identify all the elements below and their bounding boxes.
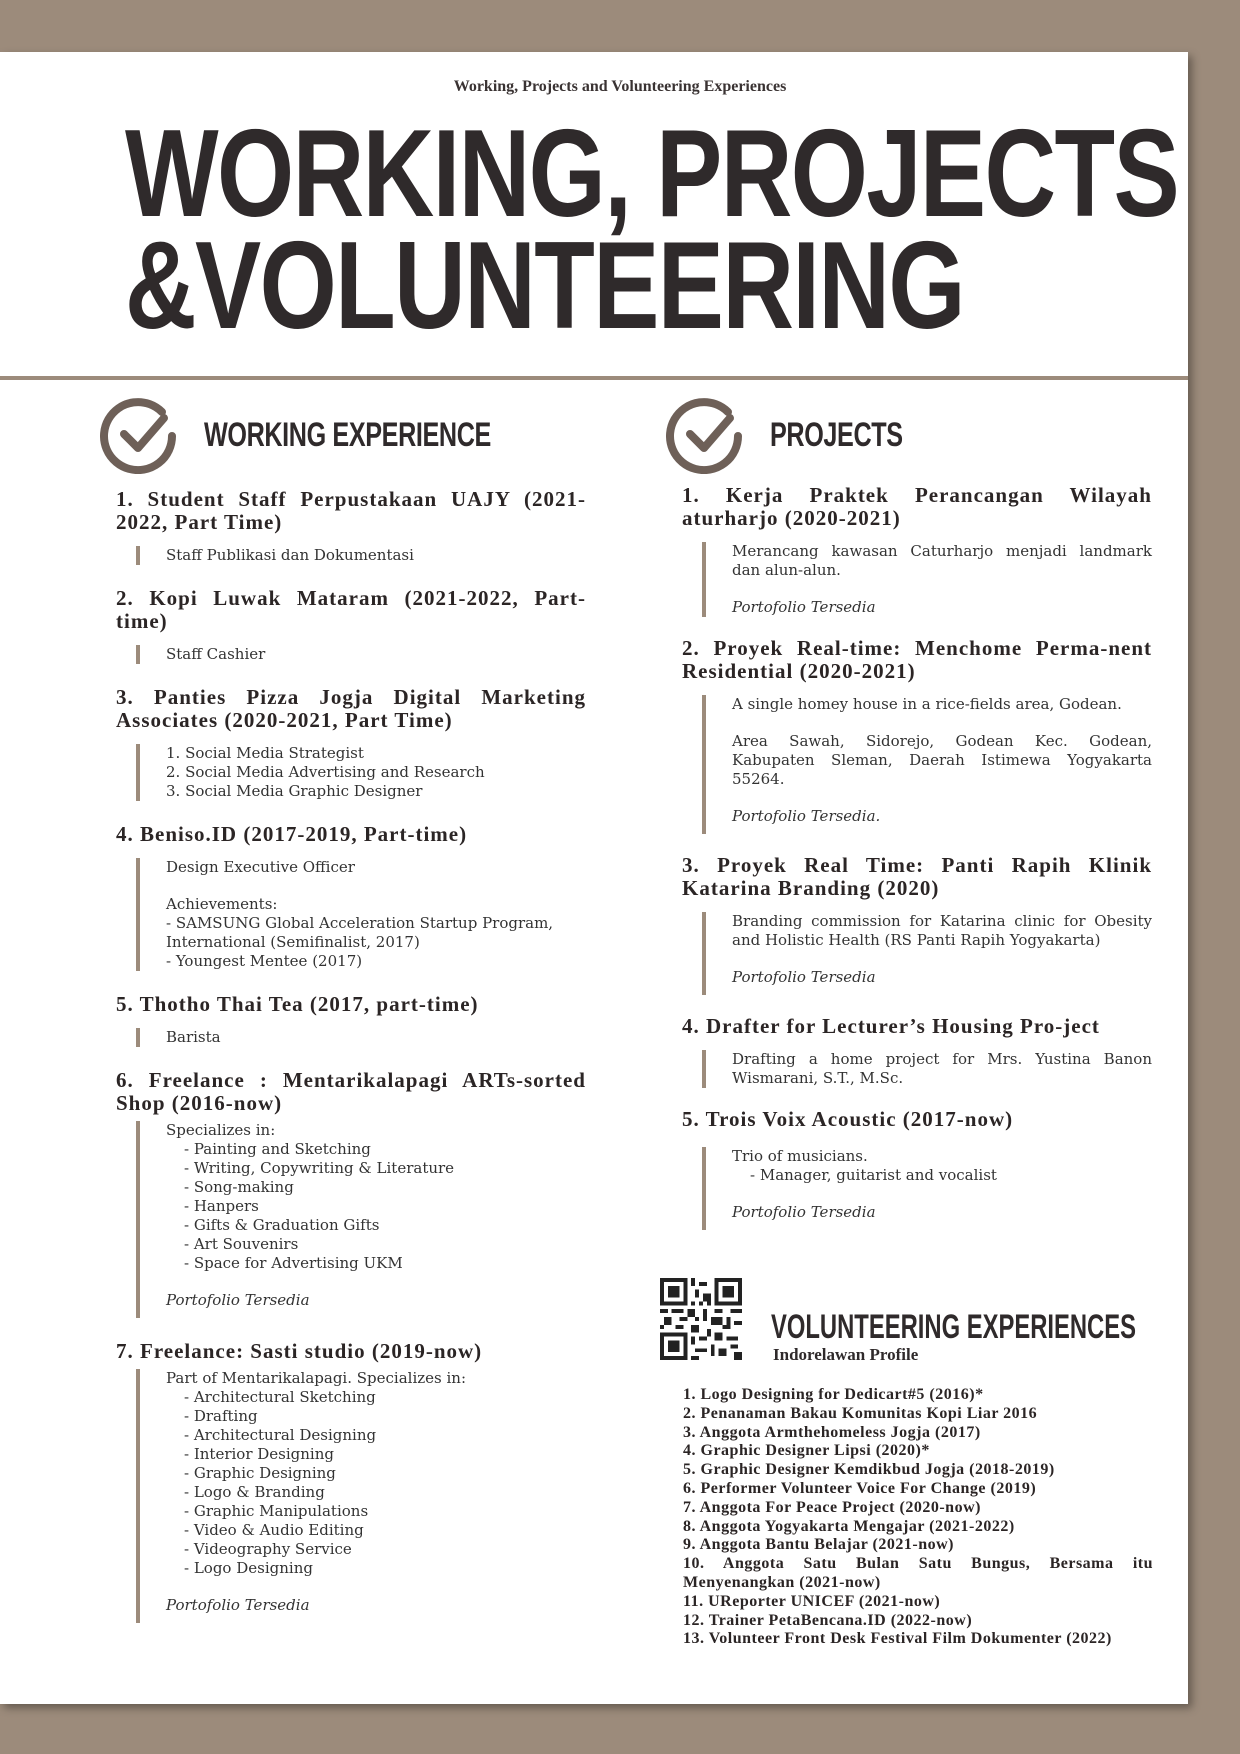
work-entry xyxy=(116,1340,586,1623)
work-entry-title: 4. Beniso.ID (2017-2019, Part-time) xyxy=(116,822,468,846)
work-detail: Staff Cashier xyxy=(166,645,266,663)
work-detail: 3. Social Media Graphic Designer xyxy=(166,782,423,800)
project-entry xyxy=(682,1108,1152,1230)
work-entry-body xyxy=(136,645,586,664)
qr-code-icon xyxy=(660,1278,742,1360)
project-detail: Merancang kawasan Caturharjo menjadi landmark dan alun-alun. xyxy=(732,542,1152,579)
work-entry xyxy=(116,488,586,565)
project-entry-title: 2. Proyek Real-time: Menchome Perma-nent Residential (2020-2021) xyxy=(682,636,1152,683)
work-list-item: - Interior Designing xyxy=(184,1445,334,1463)
work-list-item: - Logo Designing xyxy=(184,1559,313,1577)
work-entry-title: 1. Student Staff Perpustakaan UAJY (2021-2022, Part Time) xyxy=(116,487,586,534)
work-list-item: - Space for Advertising UKM xyxy=(184,1254,403,1272)
project-entry-title: 3. Proyek Real Time: Panti Rapih Klinik Katarina Branding (2020) xyxy=(682,853,1152,900)
work-list-item: - Painting and Sketching xyxy=(184,1140,371,1158)
project-detail: A single homey house in a rice-fields area, Godean. xyxy=(732,695,1122,713)
work-list-item: - Drafting xyxy=(184,1407,258,1425)
list-item: 12. Trainer PetaBencana.ID (2022-now) xyxy=(683,1611,973,1629)
work-entry xyxy=(116,1069,586,1318)
project-detail: - Manager, guitarist and vocalist xyxy=(750,1166,997,1184)
projects-heading: PROJECTS xyxy=(770,415,903,454)
work-detail: Specializes in: xyxy=(166,1121,276,1139)
work-entry-body xyxy=(136,744,586,801)
work-entry-body xyxy=(136,1121,586,1318)
work-entry-title: 7. Freelance: Sasti studio (2019-now) xyxy=(116,1339,483,1363)
project-detail: Area Sawah, Sidorejo, Godean Kec. Godean, Kabupaten Sleman, Daerah Istimewa Yogyakarta 55264. xyxy=(732,732,1152,788)
portfolio-note: Portofolio Tersedia xyxy=(732,1203,876,1221)
work-entry-body xyxy=(136,1028,586,1047)
list-item: 11. UReporter UNICEF (2021-now) xyxy=(683,1592,941,1610)
project-entry-body xyxy=(702,695,1152,834)
work-entry xyxy=(116,686,586,801)
work-list-item: - Logo & Branding xyxy=(184,1483,325,1501)
work-entry-title: 3. Panties Pizza Jogja Digital Marketing Associates (2020-2021, Part Time) xyxy=(116,685,586,732)
project-entry-body xyxy=(702,1147,1152,1230)
work-entry-body xyxy=(136,858,586,971)
list-item: 6. Performer Volunteer Voice For Change (2019) xyxy=(683,1479,1037,1497)
work-detail: Design Executive Officer xyxy=(166,858,355,876)
working-column xyxy=(116,488,586,1623)
running-head: Working, Projects and Volunteering Experiences xyxy=(453,78,787,95)
work-detail: Part of Mentarikalapagi. Specializes in: xyxy=(166,1369,467,1387)
projects-column xyxy=(682,484,1152,1230)
project-entry-title: 1. Kerja Praktek Perancangan Wilayah aturharjo (2020-2021) xyxy=(682,483,1152,530)
divider xyxy=(0,376,1188,380)
list-item: 1. Logo Designing for Dedicart#5 (2016)* xyxy=(683,1386,984,1403)
work-detail: Achievements: xyxy=(166,895,278,913)
project-entry xyxy=(682,637,1152,834)
working-heading: WORKING EXPERIENCE xyxy=(204,415,491,454)
work-detail: Barista xyxy=(166,1028,221,1046)
project-detail: Trio of musicians. xyxy=(732,1147,868,1165)
page-title-line-2: &VOLUNTEERING xyxy=(125,217,964,355)
work-entry xyxy=(116,823,586,971)
project-entry-body xyxy=(702,542,1152,617)
list-item: 9. Anggota Bantu Belajar (2021-now) xyxy=(683,1536,954,1554)
list-item: 3. Anggota Armthehomeless Jogja (2017) xyxy=(683,1423,981,1441)
project-entry-body xyxy=(702,1050,1152,1088)
work-list-item: - Graphic Manipulations xyxy=(184,1502,369,1520)
portfolio-note: Portofolio Tersedia xyxy=(732,598,876,616)
project-entry xyxy=(682,854,1152,995)
work-entry-title: 5. Thotho Thai Tea (2017, part-time) xyxy=(116,992,479,1016)
work-entry-body xyxy=(136,546,586,565)
work-entry-body xyxy=(136,1369,586,1623)
working-section-header xyxy=(100,396,592,474)
project-entry xyxy=(682,1015,1152,1088)
page-title-line-1: WORKING, PROJECTS xyxy=(125,105,1179,243)
work-entry xyxy=(116,587,586,664)
list-item: 4. Graphic Designer Lipsi (2020)* xyxy=(683,1442,930,1460)
work-list-item: - Architectural Designing xyxy=(184,1426,377,1444)
projects-section-header xyxy=(666,396,949,474)
work-entry-title: 2. Kopi Luwak Mataram (2021-2022, Part-time) xyxy=(116,586,586,633)
work-detail: Staff Publikasi dan Dokumentasi xyxy=(166,546,414,564)
work-list-item: - Art Souvenirs xyxy=(184,1235,299,1253)
list-item: 10. Anggota Satu Bulan Satu Bungus, Bersama itu Menyenangkan (2021-now) xyxy=(683,1555,1153,1591)
portfolio-note: Portofolio Tersedia. xyxy=(732,807,881,825)
work-detail: - Youngest Mentee (2017) xyxy=(166,952,363,970)
work-detail: 2. Social Media Advertising and Research xyxy=(166,763,485,781)
portfolio-note: Portofolio Tersedia xyxy=(732,968,876,986)
check-circle-icon xyxy=(100,396,178,474)
work-detail: - SAMSUNG Global Acceleration Startup Program, International (Semifinalist, 2017) xyxy=(166,914,554,951)
work-list-item: - Song-making xyxy=(184,1178,294,1196)
work-entry-title: 6. Freelance : Mentarikalapagi ARTs-sorted Shop (2016-now) xyxy=(116,1068,586,1115)
work-list-item: - Architectural Sketching xyxy=(184,1388,376,1406)
work-list-item: - Writing, Copywriting & Literature xyxy=(184,1159,455,1177)
list-item: 2. Penanaman Bakau Komunitas Kopi Liar 2016 xyxy=(683,1404,1038,1422)
list-item: 8. Anggota Yogyakarta Mengajar (2021-2022) xyxy=(683,1517,1015,1535)
volunteering-subheading: Indorelawan Profile xyxy=(773,1345,919,1364)
project-entry xyxy=(682,484,1152,617)
check-circle-icon xyxy=(666,396,744,474)
project-detail: Drafting a home project for Mrs. Yustina Banon Wismarani, S.T., M.Sc. xyxy=(732,1050,1152,1087)
project-detail: Branding commission for Katarina clinic for Obesity and Holistic Health (RS Panti Rapih Yogyakarta) xyxy=(732,912,1152,949)
work-list-item: - Videography Service xyxy=(184,1540,352,1558)
volunteering-heading: VOLUNTEERING EXPERIENCES xyxy=(771,1308,1136,1346)
work-list-item: - Video & Audio Editing xyxy=(184,1521,364,1539)
work-list-item: - Hanpers xyxy=(184,1197,259,1215)
project-entry-body xyxy=(702,912,1152,995)
work-list-item: - Gifts & Graduation Gifts xyxy=(184,1216,380,1234)
work-entry xyxy=(116,993,586,1047)
work-detail: 1. Social Media Strategist xyxy=(166,744,364,762)
project-entry-title: 5. Trois Voix Acoustic (2017-now) xyxy=(682,1107,1014,1131)
list-item: 13. Volunteer Front Desk Festival Film Dokumenter (2022) xyxy=(683,1630,1112,1648)
page-title xyxy=(125,105,1179,355)
list-item: 7. Anggota For Peace Project (2020-now) xyxy=(683,1498,981,1516)
portfolio-note: Portofolio Tersedia xyxy=(166,1596,310,1614)
volunteering-list xyxy=(683,1386,1153,1649)
portfolio-note: Portofolio Tersedia xyxy=(166,1291,310,1309)
work-list-item: - Graphic Designing xyxy=(184,1464,336,1482)
list-item: 5. Graphic Designer Kemdikbud Jogja (2018-2019) xyxy=(683,1461,1055,1479)
volunteering-header xyxy=(660,1278,742,1360)
project-entry-title: 4. Drafter for Lecturer’s Housing Pro-ject xyxy=(682,1014,1100,1038)
